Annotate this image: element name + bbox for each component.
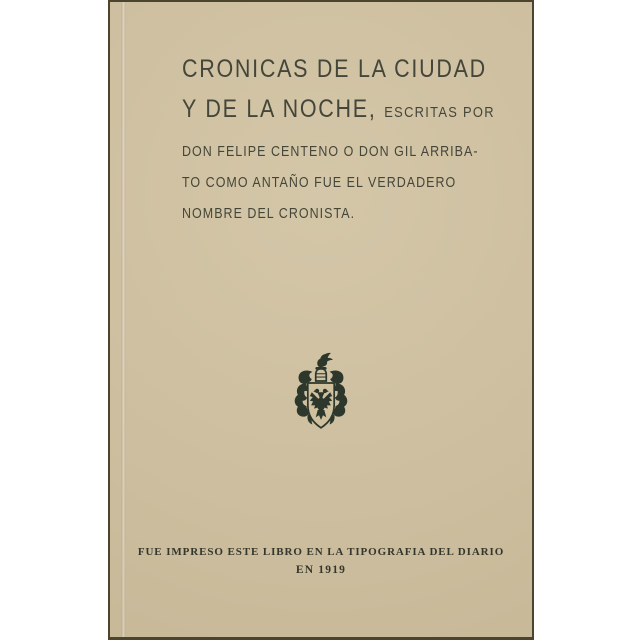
title-line-1: CRONICAS DE LA CIUDAD bbox=[182, 55, 487, 83]
title-line-5: NOMBRE DEL CRONISTA. bbox=[182, 206, 356, 222]
imprint-line-2: EN 1919 bbox=[295, 564, 347, 576]
title-line-2-large: Y DE LA NOCHE, bbox=[182, 95, 377, 123]
title-line-2-small: ESCRITAS POR bbox=[384, 104, 495, 121]
cover-hinge-crease bbox=[121, 2, 126, 637]
heraldic-crest-icon bbox=[288, 352, 354, 439]
title-block bbox=[182, 54, 517, 224]
title-line-3: DON FELIPE CENTENO O DON GIL ARRIBA- bbox=[182, 144, 479, 160]
printer-imprint bbox=[110, 546, 532, 576]
title-line-4: TO COMO ANTAÑO FUE EL VERDADERO bbox=[182, 175, 457, 191]
title-line-2 bbox=[182, 94, 517, 128]
imprint-line-1: FUE IMPRESO ESTE LIBRO EN LA TIPOGRAFIA DEL DIARIO bbox=[137, 546, 505, 558]
book-cover bbox=[108, 0, 534, 640]
